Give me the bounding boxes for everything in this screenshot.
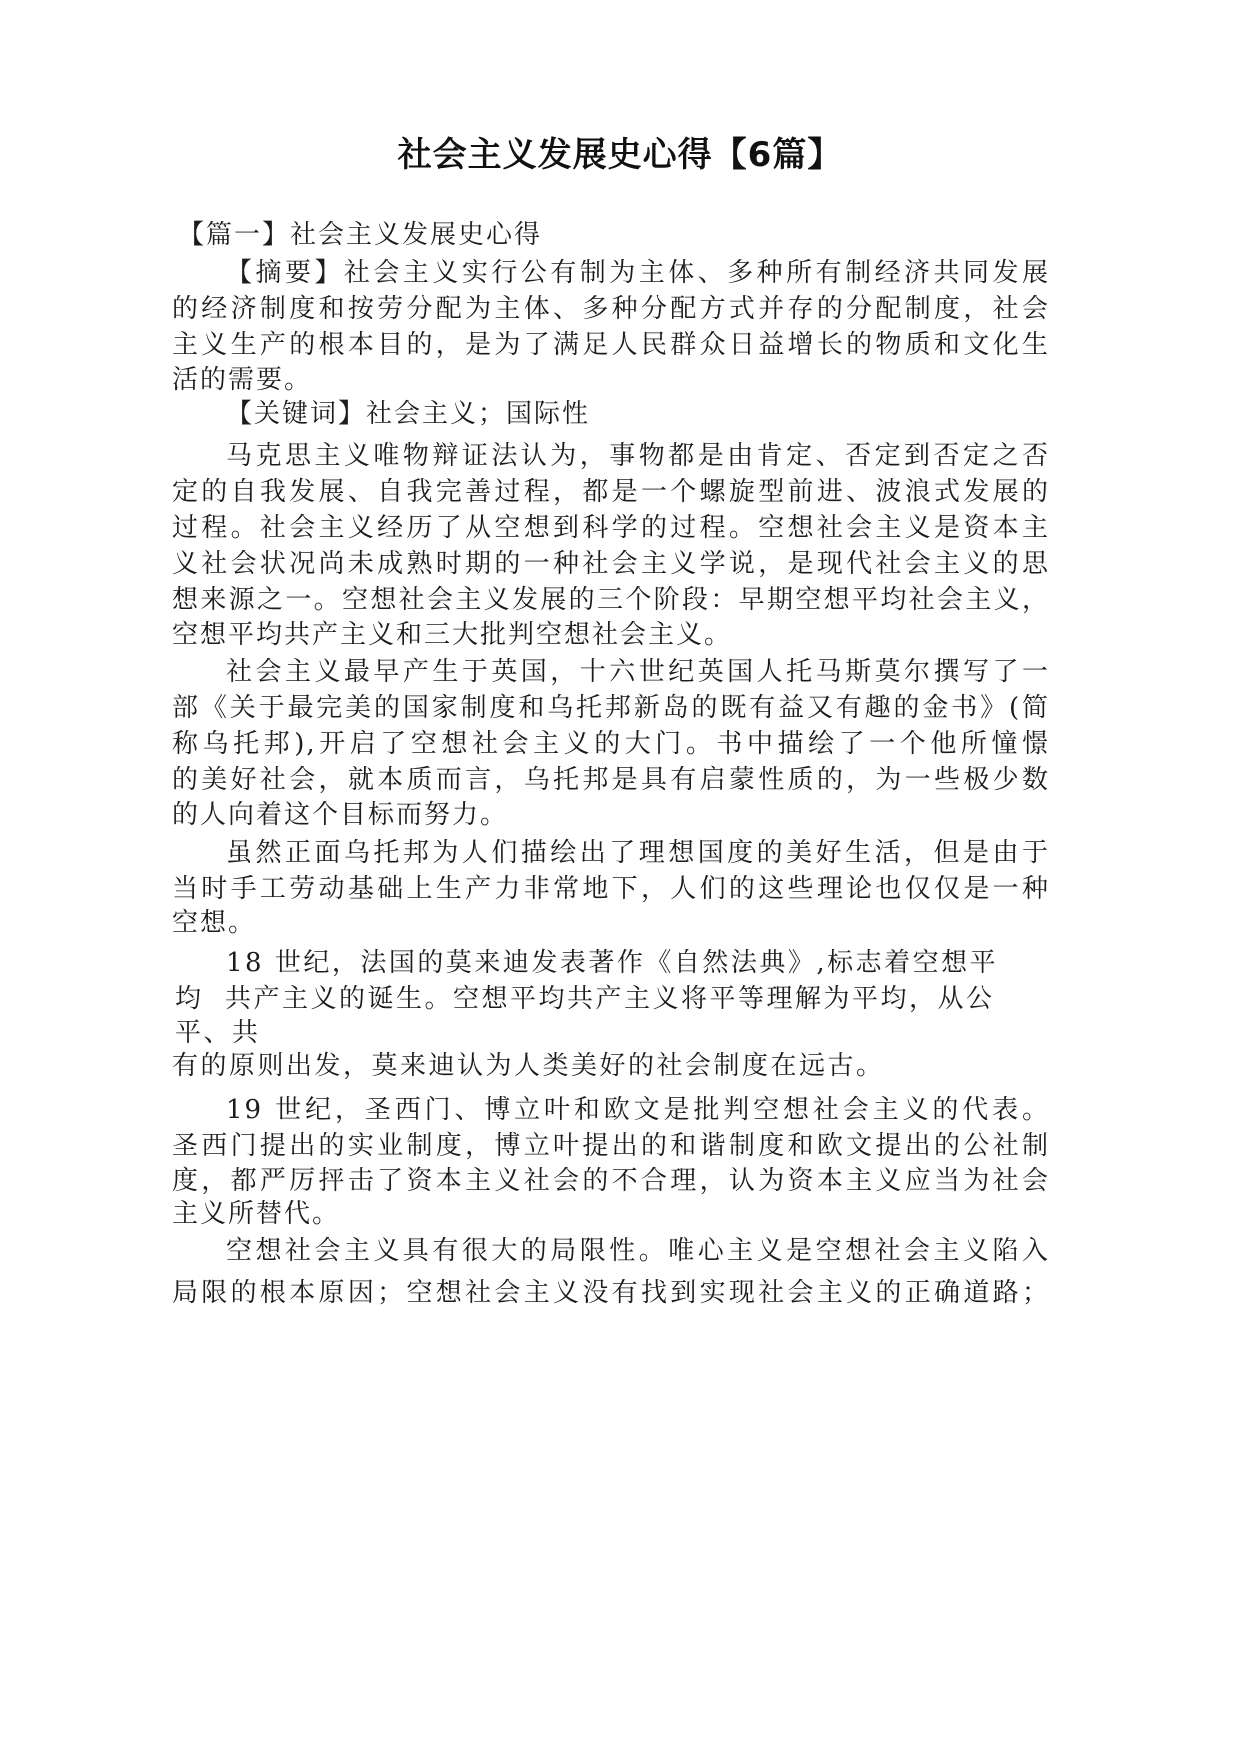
paragraph-line: 过程。社会主义经历了从空想到科学的过程。空想社会主义是资本主	[172, 513, 1050, 543]
paragraph-line: 称乌托邦),开启了空想社会主义的大门。书中描绘了一个他所憧憬	[172, 729, 1050, 759]
paragraph-line: 社会主义最早产生于英国，十六世纪英国人托马斯莫尔撰写了一	[226, 657, 1050, 687]
paragraph-line: 虽然正面乌托邦为人们描绘出了理想国度的美好生活，但是由于	[226, 838, 1050, 868]
paragraph-line: 平、共	[175, 1018, 261, 1048]
paragraph-line: 圣西门提出的实业制度，博立叶提出的和谐制度和欧文提出的公社制	[172, 1131, 1050, 1161]
paragraph-line: 19 世纪，圣西门、博立叶和欧文是批判空想社会主义的代表。	[226, 1095, 1050, 1125]
paragraph-line: 的美好社会，就本质而言，乌托邦是具有启蒙性质的，为一些极少数	[172, 765, 1050, 795]
paragraph-line: 当时手工劳动基础上生产力非常地下，人们的这些理论也仅仅是一种	[172, 874, 1050, 904]
section-heading: 【篇一】社会主义发展史心得	[178, 220, 543, 250]
paragraph-line: 活的需要。	[172, 365, 313, 395]
paragraph-line: 部《关于最完美的国家制度和乌托邦新岛的既有益又有趣的金书》(简	[172, 693, 1050, 723]
paragraph-line: 想来源之一。空想社会主义发展的三个阶段：早期空想平均社会主义，	[172, 585, 1050, 615]
paragraph-line: 的经济制度和按劳分配为主体、多种分配方式并存的分配制度，社会	[172, 294, 1050, 324]
paragraph-line: 定的自我发展、自我完善过程，都是一个螺旋型前进、波浪式发展的	[172, 477, 1050, 507]
paragraph-line: 均 共产主义的诞生。空想平均共产主义将平等理解为平均，从公	[175, 984, 995, 1014]
paragraph-line: 马克思主义唯物辩证法认为，事物都是由肯定、否定到否定之否	[226, 441, 1050, 471]
document-title: 社会主义发展史心得【6篇】	[397, 135, 843, 175]
paragraph-line: 局限的根本原因；空想社会主义没有找到实现社会主义的正确道路；	[172, 1278, 1050, 1308]
paragraph-line: 【摘要】社会主义实行公有制为主体、多种所有制经济共同发展	[226, 258, 1050, 288]
paragraph-line: 主义生产的根本目的，是为了满足人民群众日益增长的物质和文化生	[172, 330, 1050, 360]
paragraph-line: 空想。	[172, 908, 257, 938]
paragraph-line: 空想平均共产主义和三大批判空想社会主义。	[172, 620, 733, 650]
paragraph-line: 【关键词】社会主义；国际性	[226, 399, 591, 429]
paragraph-line: 主义所替代。	[172, 1199, 341, 1229]
paragraph-line: 度，都严厉抨击了资本主义社会的不合理，认为资本主义应当为社会	[172, 1166, 1050, 1196]
paragraph-line: 空想社会主义具有很大的局限性。唯心主义是空想社会主义陷入	[226, 1236, 1050, 1266]
paragraph-line: 义社会状况尚未成熟时期的一种社会主义学说，是现代社会主义的思	[172, 549, 1050, 579]
paragraph-line: 18 世纪，法国的莫来迪发表著作《自然法典》,标志着空想平	[226, 948, 999, 978]
paragraph-line: 的人向着这个目标而努力。	[172, 800, 509, 830]
paragraph-line: 有的原则出发，莫来迪认为人类美好的社会制度在远古。	[172, 1051, 885, 1081]
